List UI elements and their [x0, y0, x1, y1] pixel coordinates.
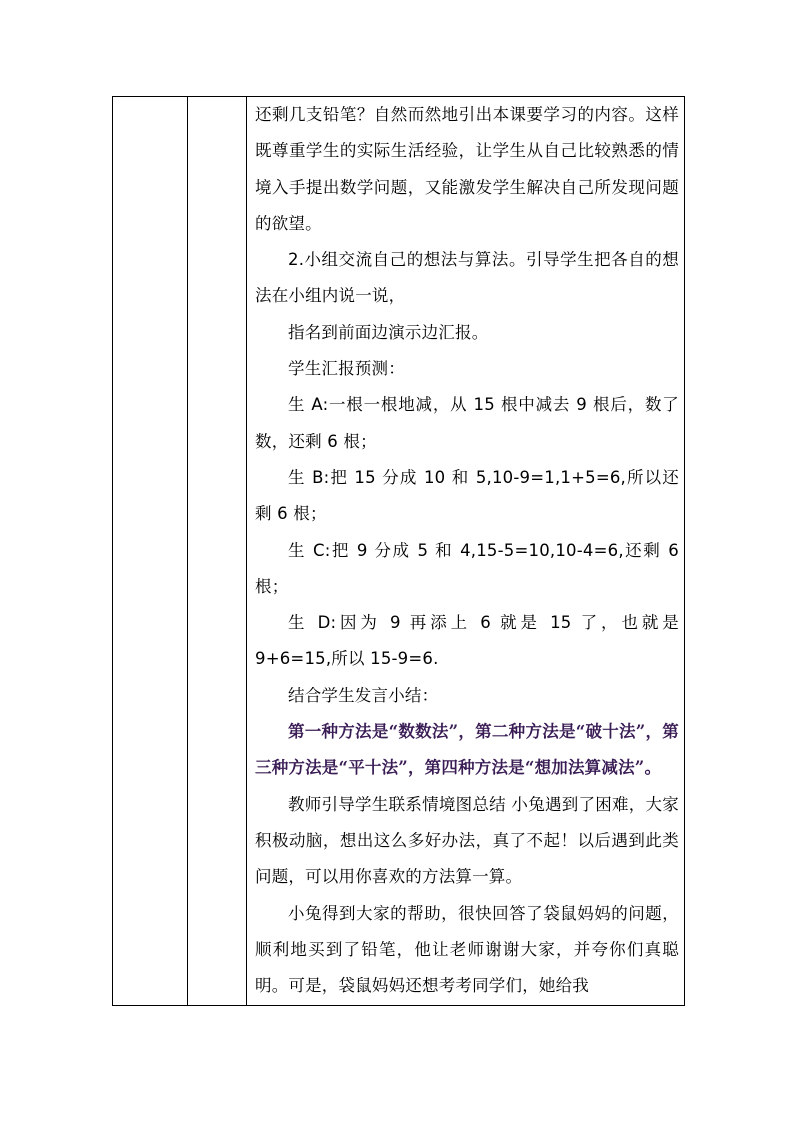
paragraph-9: 结合学生发言小结：	[288, 685, 439, 705]
table-column-divider-1	[187, 97, 188, 1005]
lesson-table	[112, 96, 685, 1006]
paragraph-2: 2.小组交流自己的想法与算法。引导学生把各自的想法在小组内说一说，	[255, 250, 679, 306]
paragraph-11: 教师引导学生联系情境图总结 小兔遇到了困难，大家积极动脑，想出这么多好办法，真了不起！以后遇到此类问题，可以用你喜欢的方法算一算。	[255, 794, 679, 887]
paragraph-3: 指名到前面边演示边汇报。	[288, 322, 489, 342]
paragraph-1: 还剩几支铅笔？自然而然地引出本课要学习的内容。这样既尊重学生的实际生活经验，让学生从自己比较熟悉的情境入手提出数学问题，又能激发学生解决自己所发现问题的欲望。	[255, 105, 679, 233]
table-column-divider-2	[246, 97, 247, 1005]
paragraph-5: 生 A:一根一根地减，从 15 根中减去 9 根后，数了数，还剩 6 根；	[255, 395, 679, 451]
paragraph-12: 小兔得到大家的帮助，很快回答了袋鼠妈妈的问题，顺利地买到了铅笔，他让老师谢谢大家，并夸你们真聪明。可是，袋鼠妈妈还想考考同学们，她给我	[255, 903, 679, 996]
paragraph-6: 生 B:把 15 分成 10 和 5,10-9=1,1+5=6,所以还剩 6 根；	[255, 467, 679, 524]
paragraph-4: 学生汇报预测：	[288, 359, 405, 379]
lesson-content-cell	[255, 97, 679, 1004]
paragraph-8: 生 D:因为 9 再添上 6 就是 15 了，也就是 9+6=15,所以 15-9=6.	[255, 613, 679, 669]
paragraph-7: 生 C:把 9 分成 5 和 4,15-5=10,10-4=6,还剩 6 根；	[255, 540, 679, 596]
paragraph-10-summary: 第一种方法是“数数法”，第二种方法是“破十法”，第三种方法是“平十法”，第四种方法是“想加法算减法”。	[255, 722, 679, 778]
